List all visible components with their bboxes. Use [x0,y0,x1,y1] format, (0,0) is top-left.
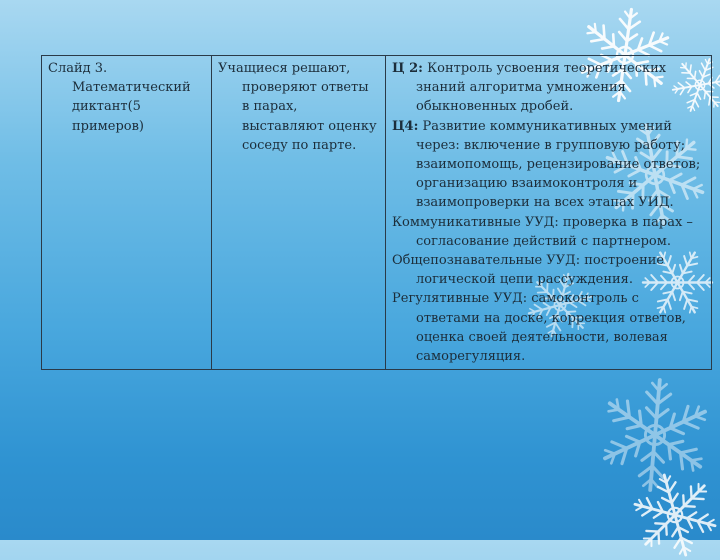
uud-general-cognitive: Общепознавательные УУД: построение логической цепи рассуждения. [392,253,665,288]
goal-4 [392,117,705,213]
stage-text: Слайд 3. Математический диктант(5 примеров) [48,61,191,134]
goal-4-label: Ц4: [392,118,419,134]
students-activity-cell [212,56,386,370]
snowflake-icon [630,470,720,560]
students-activity-text: Учащиеся решают, проверяют ответы в парах, выставляют оценку соседу по парте. [218,61,377,153]
lesson-stage-table [41,55,712,370]
goal-4-text: Развитие коммуникативных умений через: включение в групповую работу; взаимопомощь, рецензирование ответов; организацию взаимоконтроля и взаимопроверки на всех этапах УИД. [416,118,701,211]
uud-regulatory: Регулятивные УУД: самоконтроль с ответами на доске, коррекция ответов, оценка своей деятельности, волевая саморегуляция. [392,291,686,365]
uud-communicative: Коммуникативные УУД: проверка в парах – согласование действий с партнером. [392,214,693,249]
goal-2-label: Ц 2: [392,61,423,76]
goals-cell [386,56,712,370]
goal-2 [392,59,705,117]
table-row [42,56,712,370]
stage-cell [42,56,212,370]
goal-2-text: Контроль усвоения теоретических знаний алгоритма умножения обыкновенных дробей. [416,61,667,115]
